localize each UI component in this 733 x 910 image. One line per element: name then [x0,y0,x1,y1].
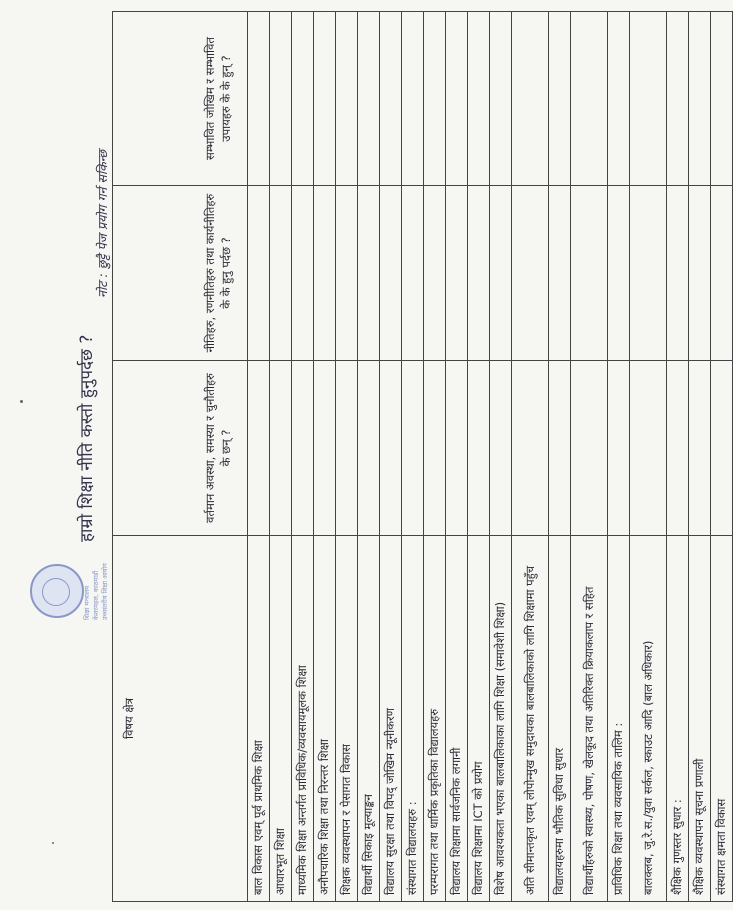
cell-risks[interactable] [292,12,314,186]
cell-policies[interactable] [689,186,711,361]
row-subject: बाल विकास एवम् पूर्व प्राथमिक शिक्षा [248,536,270,902]
row-subject: शैक्षिक व्यवस्थापन सूचना प्रणाली [689,536,711,902]
row-subject: संस्थागत विद्यालयहरु : [402,536,424,902]
cell-risks[interactable] [248,12,270,186]
cell-policies[interactable] [512,186,549,361]
cell-policies[interactable] [667,186,689,361]
cell-policies[interactable] [336,186,358,361]
cell-policies[interactable] [292,186,314,361]
seal-text-2: केशरमहल, काठमाडौं [92,570,100,620]
cell-status[interactable] [402,361,424,536]
cell-status[interactable] [549,361,571,536]
seal-text-1: शिक्षा मन्त्रालय [83,586,91,620]
cell-risks[interactable] [490,12,512,186]
cell-status[interactable] [512,361,549,536]
table-row [630,12,667,902]
cell-policies[interactable] [358,186,380,361]
cell-status[interactable] [571,361,608,536]
table-row [248,12,270,902]
cell-status[interactable] [248,361,270,536]
row-subject: विद्यार्थीहरुको स्वास्थ्य, पोषण, खेलकूद तथा अतिरिक्त क्रियाकलाप र सहित [571,536,608,902]
cell-risks[interactable] [446,12,468,186]
table-row [689,12,711,902]
table-row [549,12,571,902]
table-row [358,12,380,902]
table-row [424,12,446,902]
cell-risks[interactable] [270,12,292,186]
cell-policies[interactable] [630,186,667,361]
row-subject: विद्यालय शिक्षामा ICT को प्रयोग [468,536,490,902]
cell-risks[interactable] [468,12,490,186]
cell-policies[interactable] [711,186,733,361]
cell-status[interactable] [424,361,446,536]
paper-speck [20,400,23,403]
cell-risks[interactable] [711,12,733,186]
table-row [292,12,314,902]
cell-status[interactable] [490,361,512,536]
table-row [512,12,549,902]
cell-status[interactable] [380,361,402,536]
seal-stamp [30,564,84,618]
cell-status[interactable] [667,361,689,536]
row-subject: बालक्लब, जु.रे.स./युवा सर्कल, स्काउट आदि (बाल अधिकार) [630,536,667,902]
cell-risks[interactable] [424,12,446,186]
seal-text-3: उच्चस्तरीय शिक्षा आयोग [101,563,109,620]
table-row [468,12,490,902]
cell-risks[interactable] [380,12,402,186]
cell-risks[interactable] [402,12,424,186]
cell-risks[interactable] [630,12,667,186]
cell-risks[interactable] [512,12,549,186]
cell-policies[interactable] [380,186,402,361]
page-title: हाम्रो शिक्षा नीति कस्तो हुनुपर्दछ ? [77,334,97,542]
table-row [571,12,608,902]
header-policies: नीतिहरु, रणनीतिहरु तथा कार्यनीतिहरु के के हुनु पर्दछ ? [113,186,248,361]
table-row [490,12,512,902]
cell-status[interactable] [446,361,468,536]
cell-policies[interactable] [446,186,468,361]
cell-risks[interactable] [608,12,630,186]
cell-status[interactable] [358,361,380,536]
table-row [380,12,402,902]
table-header-row [113,12,248,902]
row-subject: प्राविधिक शिक्षा तथा व्यवसायिक तालिम : [608,536,630,902]
row-subject: आधारभूत शिक्षा [270,536,292,902]
cell-risks[interactable] [314,12,336,186]
row-subject: परम्परागत तथा धार्मिक प्रकृतिका विद्यालयहरु [424,536,446,902]
row-subject: अति सीमान्तकृत एवम् लोपोन्मुख समुदायका बालबालिकाको लागि शिक्षामा पहुँच [512,536,549,902]
table-row [336,12,358,902]
cell-status[interactable] [689,361,711,536]
cell-risks[interactable] [571,12,608,186]
cell-policies[interactable] [402,186,424,361]
cell-policies[interactable] [424,186,446,361]
row-subject: विद्यालय सुरक्षा तथा विपद् जोखिम न्यूनीकरण [380,536,402,902]
header-subject: विषय क्षेत्र [113,536,248,902]
cell-risks[interactable] [689,12,711,186]
cell-status[interactable] [608,361,630,536]
cell-policies[interactable] [248,186,270,361]
cell-policies[interactable] [490,186,512,361]
cell-status[interactable] [468,361,490,536]
row-subject: विद्यालय शिक्षामा सार्वजनिक लगानी [446,536,468,902]
table-row [711,12,733,902]
table-row [402,12,424,902]
row-subject: विशेष आवश्यकता भएका बालबालिकाका लागि शिक्षा (समावेशी शिक्षा) [490,536,512,902]
cell-status[interactable] [336,361,358,536]
table-row [314,12,336,902]
table-row [608,12,630,902]
cell-status[interactable] [630,361,667,536]
row-subject: संस्थागत क्षमता विकास [711,536,733,902]
paper-speck [52,842,54,844]
table-row [446,12,468,902]
cell-risks[interactable] [358,12,380,186]
table-row [667,12,689,902]
cell-policies[interactable] [608,186,630,361]
cell-risks[interactable] [667,12,689,186]
cell-policies[interactable] [270,186,292,361]
policy-table [112,11,733,902]
cell-policies[interactable] [468,186,490,361]
cell-status[interactable] [711,361,733,536]
cell-risks[interactable] [336,12,358,186]
header-current-status: वर्तमान अवस्था, समस्या र चुनौतीहरु के छन् ? [113,361,248,536]
page-note: नोट : छुट्टै पेज प्रयोग गर्न सकिन्छ [95,149,110,298]
cell-status[interactable] [292,361,314,536]
header-risks: सम्भावित जोखिम र सम्भावित उपायहरु के के हुन् ? [113,12,248,186]
cell-risks[interactable] [549,12,571,186]
cell-policies[interactable] [314,186,336,361]
cell-status[interactable] [270,361,292,536]
table-row [270,12,292,902]
row-subject: विद्यार्थी सिकाइ मूल्याङ्कन [358,536,380,902]
row-subject: शिक्षक व्यवस्थापन र पेसागत विकास [336,536,358,902]
row-subject: माध्यमिक शिक्षा अन्तर्गत प्राविधिक/व्यवसायमूलक शिक्षा [292,536,314,902]
cell-policies[interactable] [549,186,571,361]
cell-status[interactable] [314,361,336,536]
row-subject: अनौपचारिक शिक्षा तथा निरन्तर शिक्षा [314,536,336,902]
cell-policies[interactable] [571,186,608,361]
row-subject: विद्यालयहरुमा भौतिक सुविधा सुधार [549,536,571,902]
row-subject: शैक्षिक गुणस्तर सुधार : [667,536,689,902]
